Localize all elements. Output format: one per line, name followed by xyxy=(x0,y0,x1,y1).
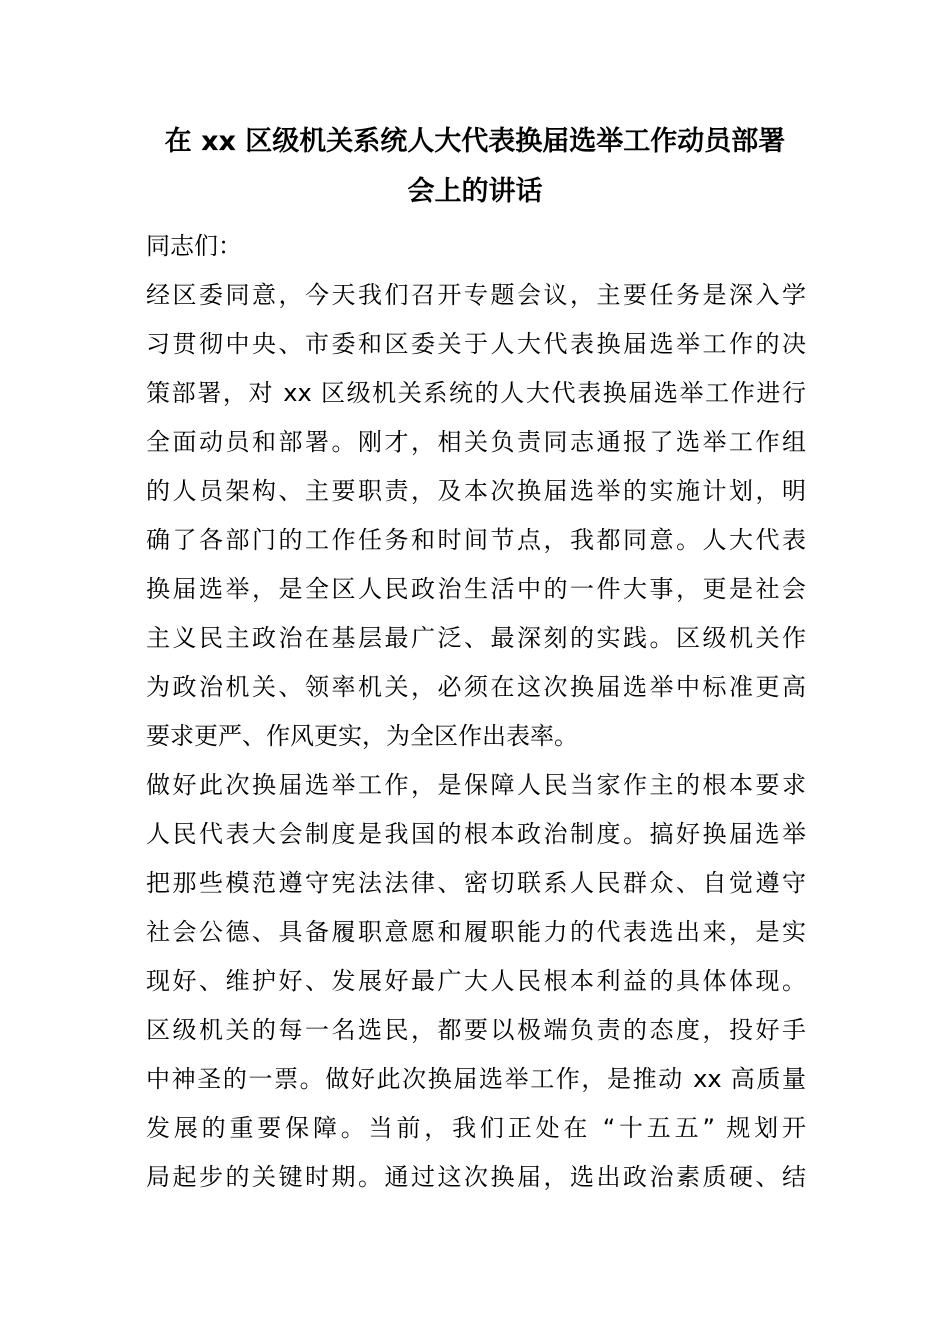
body-line: 要求更严、作风更实，为全区作出表率。 xyxy=(146,722,578,750)
body-line: 局起步的关键时期。通过这次换届，选出政治素质硬、结 xyxy=(146,1163,806,1191)
document-title-line-1: 在 xx 区级机关系统人大代表换届选举工作动员部署 xyxy=(164,126,786,157)
body-line: 把那些模范遵守宪法法律、密切联系人民群众、自觉遵守 xyxy=(146,869,806,897)
body-line: 做好此次换届选举工作，是保障人民当家作主的根本要求 xyxy=(146,771,806,799)
body-line: 确了各部门的工作任务和时间节点，我都同意。人大代表 xyxy=(146,526,806,554)
body-line: 区级机关的每一名选民，都要以极端负责的态度，投好手 xyxy=(146,1016,806,1044)
document-title-line-2: 会上的讲话 xyxy=(407,176,543,207)
body-line: 主义民主政治在基层最广泛、最深刻的实践。区级机关作 xyxy=(146,624,806,652)
body-line: 习贯彻中央、市委和区委关于人大代表换届选举工作的决 xyxy=(146,330,806,358)
body-line: 全面动员和部署。刚才，相关负责同志通报了选举工作组 xyxy=(146,428,806,456)
body-line: 策部署，对 xx 区级机关系统的人大代表换届选举工作进行 xyxy=(146,379,806,407)
body-line: 的人员架构、主要职责，及本次换届选举的实施计划，明 xyxy=(146,477,806,505)
body-line: 中神圣的一票。做好此次换届选举工作，是推动 xx 高质量 xyxy=(146,1065,806,1093)
body-line: 经区委同意，今天我们召开专题会议，主要任务是深入学 xyxy=(146,281,806,309)
salutation: 同志们： xyxy=(146,232,242,260)
body-line: 为政治机关、领率机关，必须在这次换届选举中标准更高 xyxy=(146,673,806,701)
body-line: 换届选举，是全区人民政治生活中的一件大事，更是社会 xyxy=(146,575,806,603)
body-line: 现好、维护好、发展好最广大人民根本利益的具体体现。 xyxy=(146,967,806,995)
body-line: 人民代表大会制度是我国的根本政治制度。搞好换届选举 xyxy=(146,820,806,848)
body-line: 发展的重要保障。当前，我们正处在 “十五五” 规划开 xyxy=(146,1114,806,1142)
body-line: 社会公德、具备履职意愿和履职能力的代表选出来，是实 xyxy=(146,918,806,946)
